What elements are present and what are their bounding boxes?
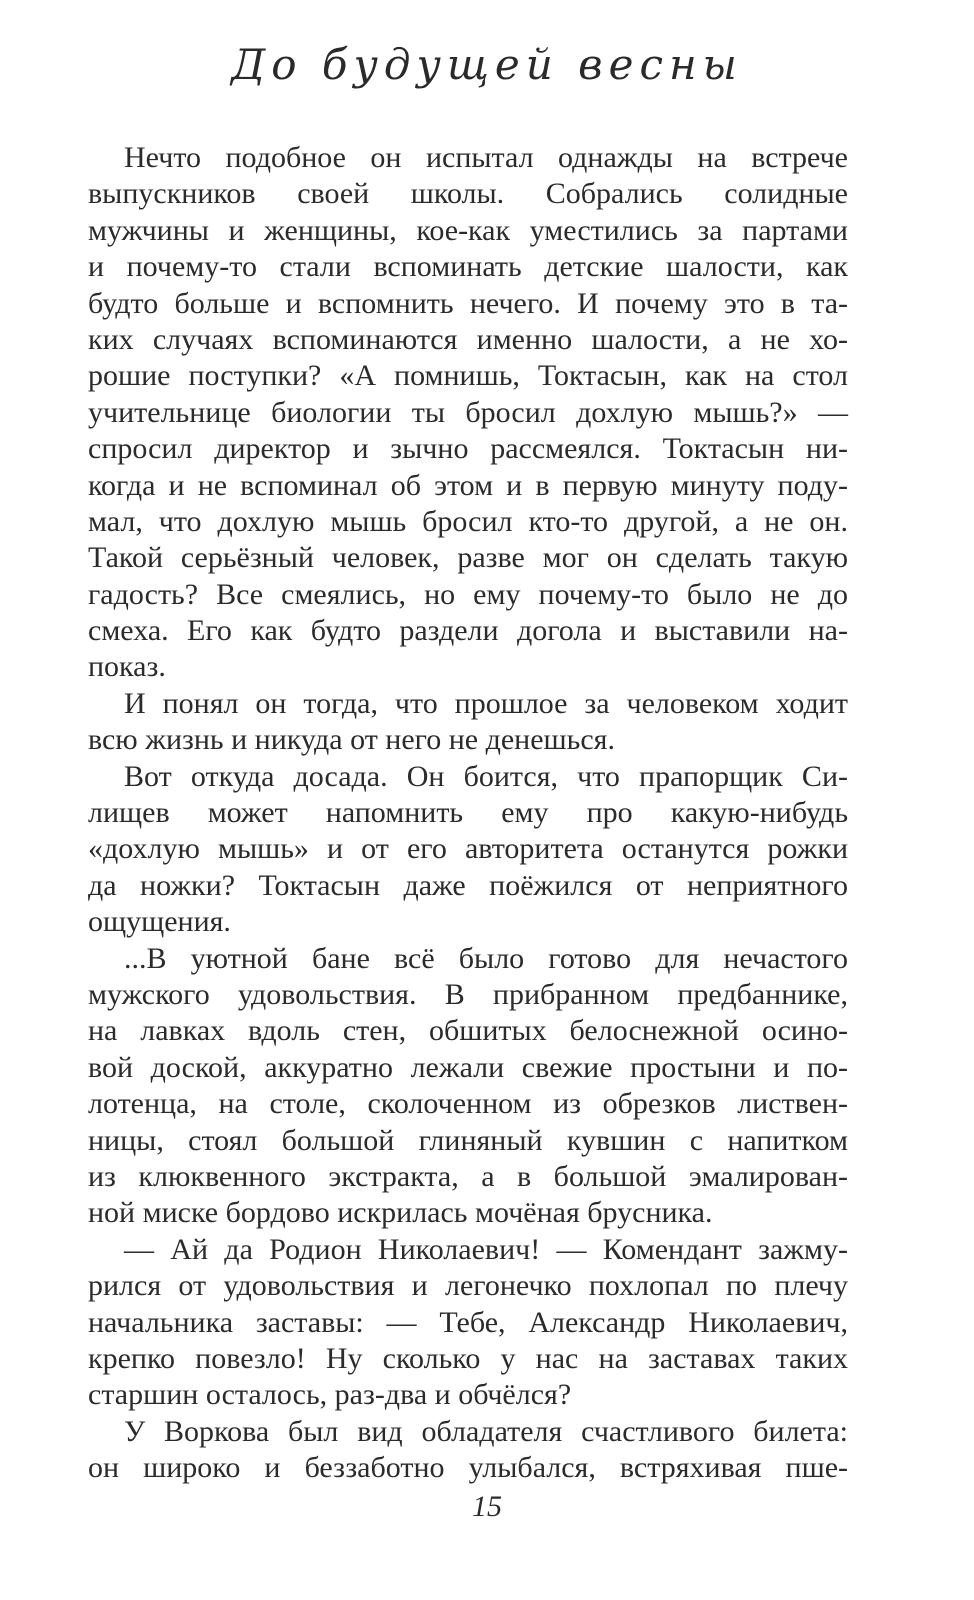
text-line: гадость? Все смеялись, но ему почему-то было не до: [88, 577, 848, 611]
text-line: ких случаях вспоминаются именно шалости, а не хо-: [88, 322, 848, 356]
body-text: [88, 140, 848, 1486]
text-line: старшин осталось, раз-два и обчёлся?: [88, 1378, 572, 1412]
text-line: ницы, стоял большой глиняный кувшин с напитком: [88, 1123, 848, 1157]
text-line: вой доской, аккуратно лежали свежие простыни и по-: [88, 1050, 848, 1084]
page-number: 15: [472, 1490, 502, 1523]
text-line: из клюквенного экстракта, а в большой эмалирован-: [88, 1159, 848, 1193]
text-line: ощущения.: [88, 905, 231, 939]
text-line: мал, что дохлую мышь бросил кто-то другой, а не он.: [88, 504, 848, 538]
text-line: У Воркова был вид обладателя счастливого билета:: [124, 1414, 848, 1448]
text-line: когда и не вспоминал об этом и в первую минуту поду-: [88, 468, 848, 502]
text-line: рошие поступки? «А помнишь, Токтасын, как на стол: [88, 359, 848, 393]
running-title: До будущей весны: [231, 40, 743, 89]
text-line: И понял он тогда, что прошлое за человеком ходит: [124, 686, 848, 720]
text-line: Вот откуда досада. Он боится, что прапорщик Си-: [124, 759, 848, 793]
text-line: и почему-то стали вспоминать детские шалости, как: [88, 250, 848, 284]
text-line: «дохлую мышь» и от его авторитета останутся рожки: [88, 832, 848, 866]
text-line: лищев может напомнить ему про какую-нибудь: [88, 796, 848, 830]
text-line: мужского удовольствия. В прибранном предбаннике,: [88, 977, 848, 1011]
text-line: начальника заставы: — Тебе, Александр Николаевич,: [88, 1305, 848, 1339]
text-line: смеха. Его как будто раздели догола и выставили на-: [88, 614, 848, 648]
text-line: Такой серьёзный человек, разве мог он сделать такую: [88, 541, 848, 575]
text-line: показ.: [88, 650, 166, 684]
text-line: выпускников своей школы. Собрались солидные: [88, 177, 848, 211]
text-line: он широко и беззаботно улыбался, встряхивая пше-: [88, 1451, 848, 1485]
text-line: — Ай да Родион Николаевич! — Комендант зажму-: [124, 1232, 848, 1266]
text-line: спросил директор и зычно рассмеялся. Токтасын ни-: [88, 432, 848, 466]
text-line: ной миске бордово искрилась мочёная брусника.: [88, 1196, 713, 1230]
text-line: учительнице биологии ты бросил дохлую мышь?» —: [88, 395, 848, 429]
text-line: будто больше и вспомнить нечего. И почему это в та-: [88, 286, 848, 320]
text-line: лотенца, на столе, сколоченном из обрезков листвен-: [88, 1087, 848, 1121]
text-line: мужчины и женщины, кое-как уместились за партами: [88, 213, 848, 247]
text-line: на лавках вдоль стен, обшитых белоснежной осино-: [88, 1014, 848, 1048]
text-line: Нечто подобное он испытал однажды на встрече: [124, 141, 848, 174]
text-line: да ножки? Токтасын даже поёжился от неприятного: [88, 868, 848, 902]
text-line: рился от удовольствия и легонечко похлопал по плечу: [88, 1269, 848, 1303]
text-line: ...В уютной бане всё было готово для нечастого: [124, 941, 848, 975]
text-line: крепко повезло! Ну сколько у нас на заставах таких: [88, 1341, 848, 1375]
text-line: всю жизнь и никуда от него не денешься.: [88, 723, 615, 757]
